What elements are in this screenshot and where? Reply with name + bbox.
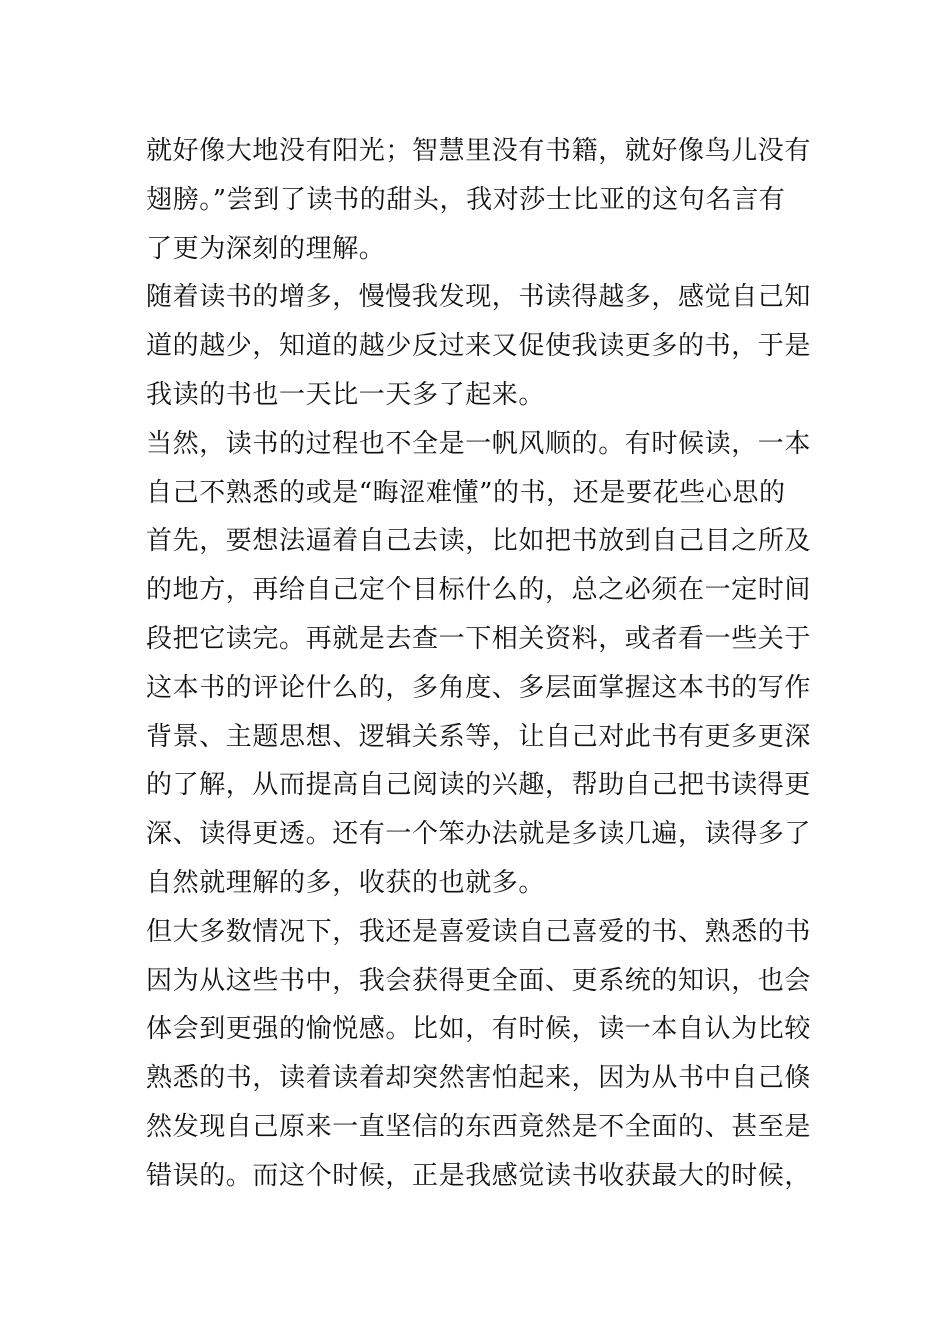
text-line: 这本书的评论什么的，多角度、多层面掌握这本书的写作 bbox=[146, 672, 812, 703]
text-line: 的了解，从而提高自己阅读的兴趣，帮助自己把书读得更 bbox=[146, 770, 812, 801]
text-line: 随着读书的增多，慢慢我发现，书读得越多，感觉自己知 bbox=[146, 282, 812, 313]
text-line: 当然，读书的过程也不全是一帆风顺的。有时候读，一本 bbox=[146, 428, 812, 459]
text-line: 就好像大地没有阳光；智慧里没有书籍，就好像鸟儿没有 bbox=[146, 136, 812, 166]
text-line: 段把它读完。再就是去查一下相关资料，或者看一些关于 bbox=[146, 623, 812, 654]
essay-body bbox=[146, 127, 812, 1201]
text-line: 体会到更强的愉悦感。比如，有时候，读一本自认为比较 bbox=[146, 1014, 812, 1045]
text-line: 自己不熟悉的或是“晦涩难懂”的书，还是要花些心思的 bbox=[146, 477, 786, 508]
text-line: 首先，要想法逼着自己去读，比如把书放到自己目之所及 bbox=[146, 526, 812, 557]
text-line: 背景、主题思想、逻辑关系等，让自己对此书有更多更深 bbox=[146, 721, 812, 752]
text-line: 了更为深刻的理解。 bbox=[146, 233, 386, 264]
text-line: 因为从这些书中，我会获得更全面、更系统的知识，也会 bbox=[146, 965, 812, 996]
text-line: 的地方，再给自己定个目标什么的，总之必须在一定时间 bbox=[146, 575, 812, 606]
text-line: 我读的书也一天比一天多了起来。 bbox=[146, 379, 546, 410]
text-line: 自然就理解的多，收获的也就多。 bbox=[146, 867, 546, 898]
text-line: 错误的。而这个时候，正是我感觉读书收获最大的时候， bbox=[146, 1160, 812, 1191]
text-line: 翅膀。”尝到了读书的甜头，我对莎士比亚的这句名言有 bbox=[146, 184, 786, 215]
text-line: 然发现自己原来一直坚信的东西竟然是不全面的、甚至是 bbox=[146, 1111, 812, 1142]
text-line: 熟悉的书，读着读着却突然害怕起来，因为从书中自己倏 bbox=[146, 1063, 812, 1094]
text-line: 但大多数情况下，我还是喜爱读自己喜爱的书、熟悉的书 bbox=[146, 916, 812, 947]
text-line: 深、读得更透。还有一个笨办法就是多读几遍，读得多了 bbox=[146, 819, 812, 850]
text-line: 道的越少，知道的越少反过来又促使我读更多的书，于是 bbox=[146, 331, 812, 362]
